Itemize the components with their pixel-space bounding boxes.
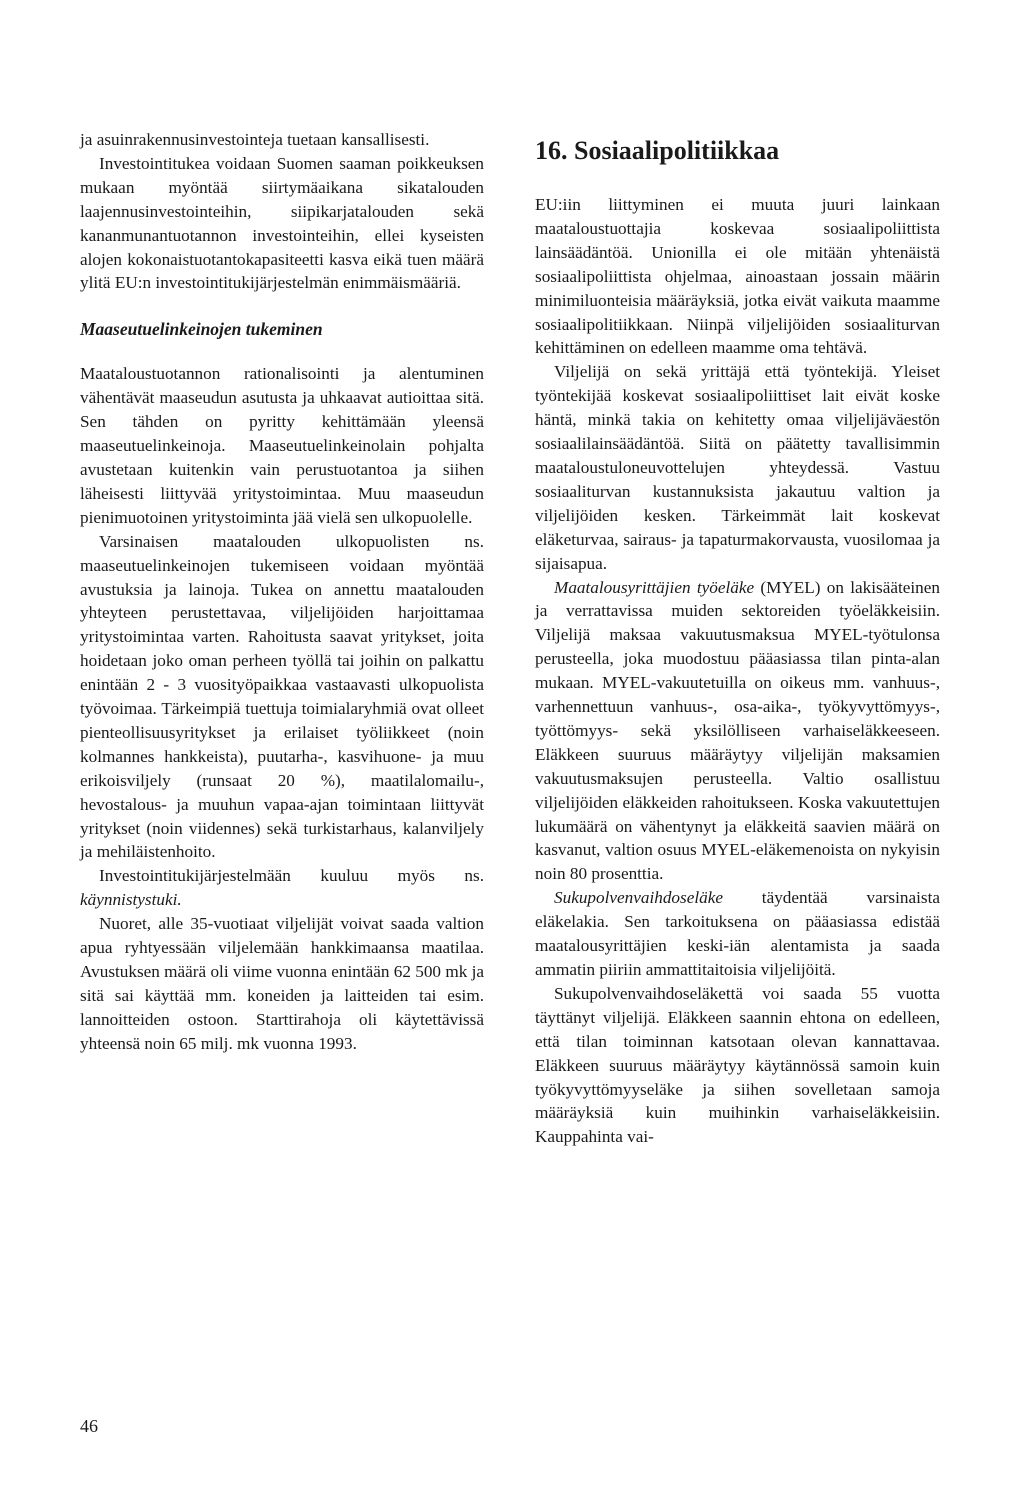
- chapter-title: 16. Sosiaalipolitiikkaa: [535, 136, 780, 165]
- paragraph: Nuoret, alle 35-vuotiaat viljelijät voivat saada valtion apua ryhtyessään viljelemään hankkimaansa maatilaa. Avustuksen määrä oli viime vuonna enintään 62 500 mk ja sitä sai käyttää mm. koneiden ja laitteiden tai esim. lannoitteiden ostoon. Starttirahoja oli käytettävissä yhteensä noin 65 milj. mk vuonna 1993.: [80, 914, 484, 1053]
- page-number: 46: [80, 1416, 98, 1436]
- paragraph: Investointitukea voidaan Suomen saaman poikkeuksen mukaan myöntää siirtymäaikana sikatalouden laajennusinvestointeihin, siipikarjatalouden sekä kananmunantuotannon investointeihin, ellei kyseisten alojen kokonaistuotantokapasiteetti kasva eikä tuen määrä ylitä EU:n investointitukijärjestelmän enimmäismääriä.: [80, 153, 484, 293]
- paragraph: [535, 886, 940, 982]
- left-column: [80, 128, 484, 1056]
- paragraph: ja asuinrakennusinvestointeja tuetaan kansallisesti.: [80, 130, 430, 149]
- paragraph: [80, 864, 484, 912]
- paragraph-text: (MYEL) on lakisääteinen ja verrattavissa muiden sektoreiden työeläkkeisiin. Viljelijä maksaa vakuutusmaksua MYEL-työtulonsa perusteella, joka muodostuu pääasiassa tilan pinta-alan mukaan. MYEL-vakuutetuilla on oikeus mm. vanhuus-, varhennettuun vanhuus-, osa-aika-, työkyvyttömyys-, työttömyys- sekä yksilölliseen varhaiseläkkeeseen. Eläkkeen suuruus määräytyy viljelijän maksamien vakuutusmaksujen perusteella. Valtio osallistuu viljelijöiden eläkkeiden rahoitukseen. Koska vakuutettujen lukumäärä on vähentynyt ja eläkkeitä saavien määrä on kasvanut, valtion osuus MYEL-eläkemenoista on nykyisin noin 80 prosenttia.: [535, 577, 940, 884]
- emphasized-term: Sukupolvenvaihdoseläke: [554, 888, 723, 908]
- paragraph: Varsinaisen maatalouden ulkopuolisten ns. maaseutuelinkeinojen tukemiseen voidaan myöntää avustuksia ja lainoja. Tukea on annettu maatalouden yhteyteen perustettavaa, viljelijöiden harjoittamaa yritystoimintaa varten. Rahoitusta saavat yritykset, joita hoidetaan joko oman perheen työllä tai joihin on palkattu enintään 2 - 3 vuosityöpaikkaa vastaavasti ulkopuolista työvoimaa. Tärkeimpiä tuettuja toimialaryhmiä ovat olleet pienteollisuusyritykset ja erilaiset työliikkeet (noin kolmannes hankkeista), puutarha-, kasvihuone- ja muu erikoisviljely (runsaat 20 %), maatilalomailu-, hevostalous- ja muuhun vapaa-ajan toimintaan liittyvät yritykset (noin viidennes) sekä turkistarhaus, kalanviljely ja mehiläistenhoito.: [80, 531, 484, 862]
- paragraph: Sukupolvenvaihdoseläkettä voi saada 55 vuotta täyttänyt viljelijä. Eläkkeen saannin ehtona on edelleen, että tilan toiminnan katsotaan olevan kannattavaa. Eläkkeen suuruus määräytyy käytännössä samoin kuin työkyvyttömyyseläke ja siihen sovelletaan samoja määräyksiä kuin muihinkin varhaiseläkkeisiin. Kauppahinta vai-: [535, 983, 940, 1147]
- paragraph: Viljelijä on sekä yrittäjä että työntekijä. Yleiset työntekijää koskevat sosiaalipoliittiset lait eivät koske häntä, minkä takia on kehitetty omaa viljelijäväestön sosiaalilainsäädäntöä. Siitä on päätetty tavallisimmin maataloustuloneuvottelujen yhteydessä. Vastuu sosiaaliturvan kustannuksista jakautuu valtion ja viljelijöiden kesken. Tärkeimmät lait koskevat eläketurvaa, sairaus- ja tapaturmakorvausta, vuosilomaa ja sijaisapua.: [535, 362, 940, 573]
- paragraph-text: täydentää varsinaista eläkelakia. Sen tarkoituksena on pääasiassa edistää maatalousyrittäjien keski-iän alentamista ja saada ammatin piiriin ammattitaitoisia viljelijöitä.: [535, 888, 940, 979]
- paragraph: Maataloustuotannon rationalisointi ja alentuminen vähentävät maaseudun asutusta ja uhkaavat autioittaa sitä. Sen tähden on pyritty kehittämään yleensä maaseutuelinkeinoja. Maaseutuelinkeinolain pohjalta avustetaan kuitenkin vain perustuotantoa ja siihen läheisesti liittyvää yritystoimintaa. Muu maaseudun pienimuotoinen yritystoiminta jää vielä sen ulkopuolelle.: [80, 364, 484, 527]
- paragraph-text: Investointitukijärjestelmään kuuluu myös ns.: [99, 866, 484, 886]
- section-heading: Maaseutuelinkeinojen tukeminen: [80, 319, 323, 340]
- emphasized-term: Maatalousyrittäjien työeläke: [554, 577, 755, 597]
- paragraph: EU:iin liittyminen ei muuta juuri lainkaan maataloustuottajia koskevaa sosiaalipoliittista lainsäädäntöä. Unionilla ei ole mitään yhtenäistä sosiaalipoliittista ohjelmaa, ainoastaan jossain määrin minimiluonteisia määräyksiä, jotka eivät vaikuta maamme sosiaalipolitiikkaan. Niinpä viljelijöiden sosiaaliturvan kehittäminen on edelleen maamme oma tehtävä.: [535, 195, 940, 358]
- emphasized-term: käynnistystuki.: [80, 890, 182, 910]
- right-column: [535, 135, 940, 1149]
- paragraph: [535, 576, 940, 887]
